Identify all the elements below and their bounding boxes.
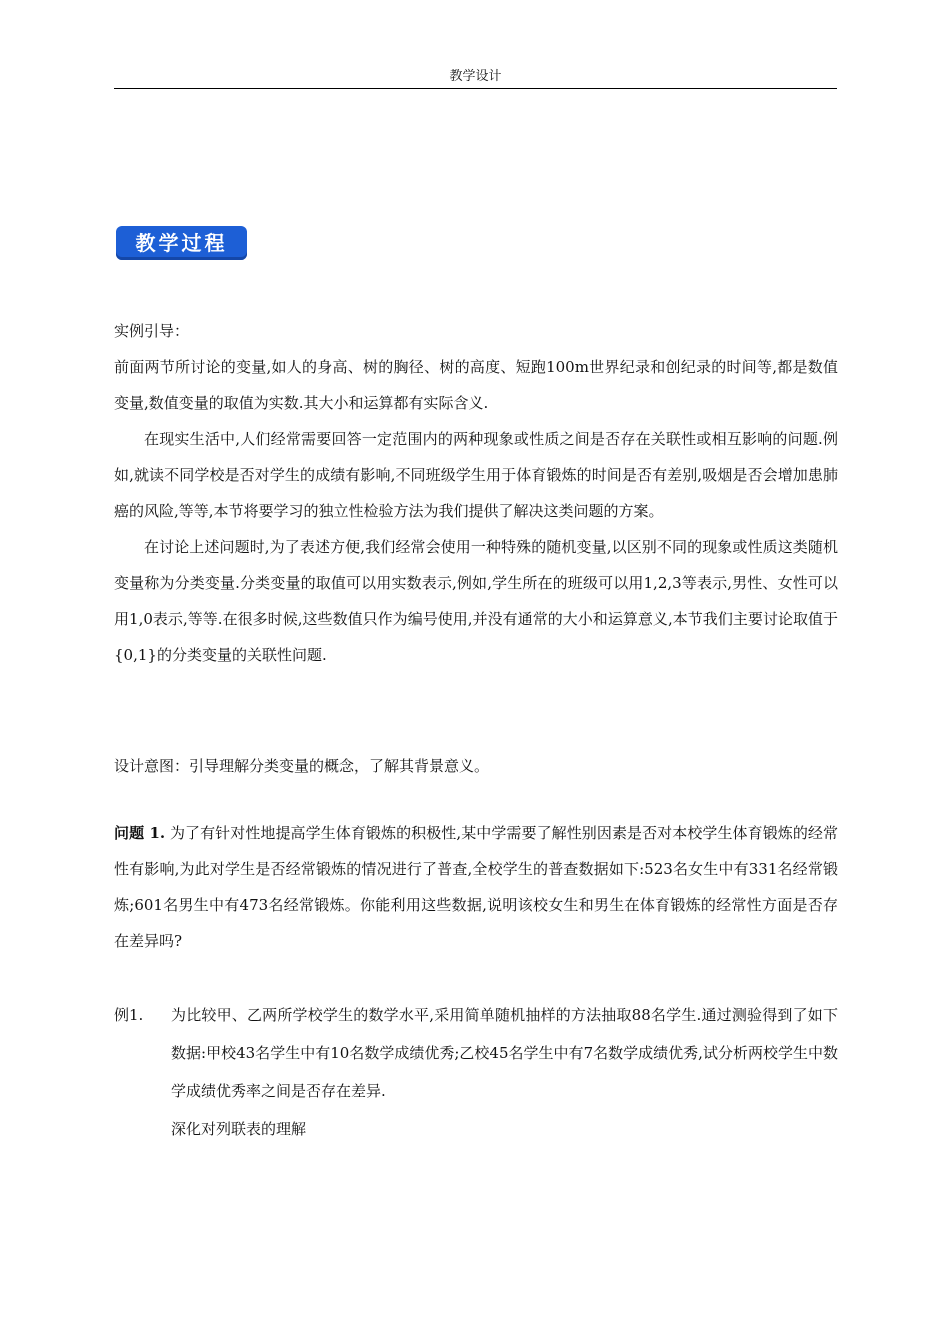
example-1 bbox=[114, 996, 838, 1148]
section-badge: 教学过程 bbox=[116, 226, 247, 260]
example-1-subheading: 深化对列联表的理解 bbox=[171, 1120, 307, 1138]
design-intent-text: 设计意图：引导理解分类变量的概念，了解其背景意义。 bbox=[114, 757, 490, 775]
intro-section bbox=[114, 313, 838, 673]
intro-paragraph-1: 前面两节所讨论的变量,如人的身高、树的胸径、树的高度、短跑100m世界纪录和创纪录的时间等,都是数值变量,数值变量的取值为实数.其大小和运算都有实际含义. bbox=[114, 358, 838, 412]
example-1-label: 例1. bbox=[114, 1006, 144, 1024]
intro-paragraph-3: 在讨论上述问题时,为了表述方便,我们经常会使用一种特殊的随机变量,以区别不同的现象或性质这类随机变量称为分类变量.分类变量的取值可以用实数表示,例如,学生所在的班级可以用1,2,3等表示,男性、女性可以用1,0表示,等等.在很多时候,这些数值只作为编号使用,并没有通常的大小和运算意义,本节我们主要讨论取值于{0,1}的分类变量的关联性问题. bbox=[114, 538, 838, 664]
question-1-body: 为了有针对性地提高学生体育锻炼的积极性,某中学需要了解性别因素是否对本校学生体育锻炼的经常性有影响,为此对学生是否经常锻炼的情况进行了普查,全校学生的普查数据如下:523名女生中有331名经常锻炼;601名男生中有473名经常锻炼。你能利用这些数据,说明该校女生和男生在体育锻炼的经常性方面是否存在差异吗? bbox=[114, 824, 838, 950]
intro-label: 实例引导： bbox=[114, 322, 190, 340]
page-header-title: 教学设计 bbox=[449, 69, 502, 84]
question-1-label: 问题 1. bbox=[114, 824, 166, 842]
intro-paragraph-2: 在现实生活中,人们经常需要回答一定范围内的两种现象或性质之间是否存在关联性或相互影响的问题.例如,就读不同学校是否对学生的成绩有影响,不同班级学生用于体育锻炼的时间是否有差别,吸烟是否会增加患肺癌的风险,等等,本节将要学习的独立性检验方法为我们提供了解决这类问题的方案。 bbox=[114, 430, 838, 520]
question-1-text bbox=[114, 815, 838, 959]
example-1-body: 为比较甲、乙两所学校学生的数学水平,采用简单随机抽样的方法抽取88名学生.通过测验得到了如下数据:甲校43名学生中有10名数学成绩优秀;乙校45名学生中有7名数学成绩优秀,试分析两校学生中数学成绩优秀率之间是否存在差异. bbox=[171, 1006, 838, 1100]
design-intent bbox=[114, 748, 838, 784]
header-divider bbox=[114, 88, 837, 89]
question-1 bbox=[114, 815, 838, 959]
